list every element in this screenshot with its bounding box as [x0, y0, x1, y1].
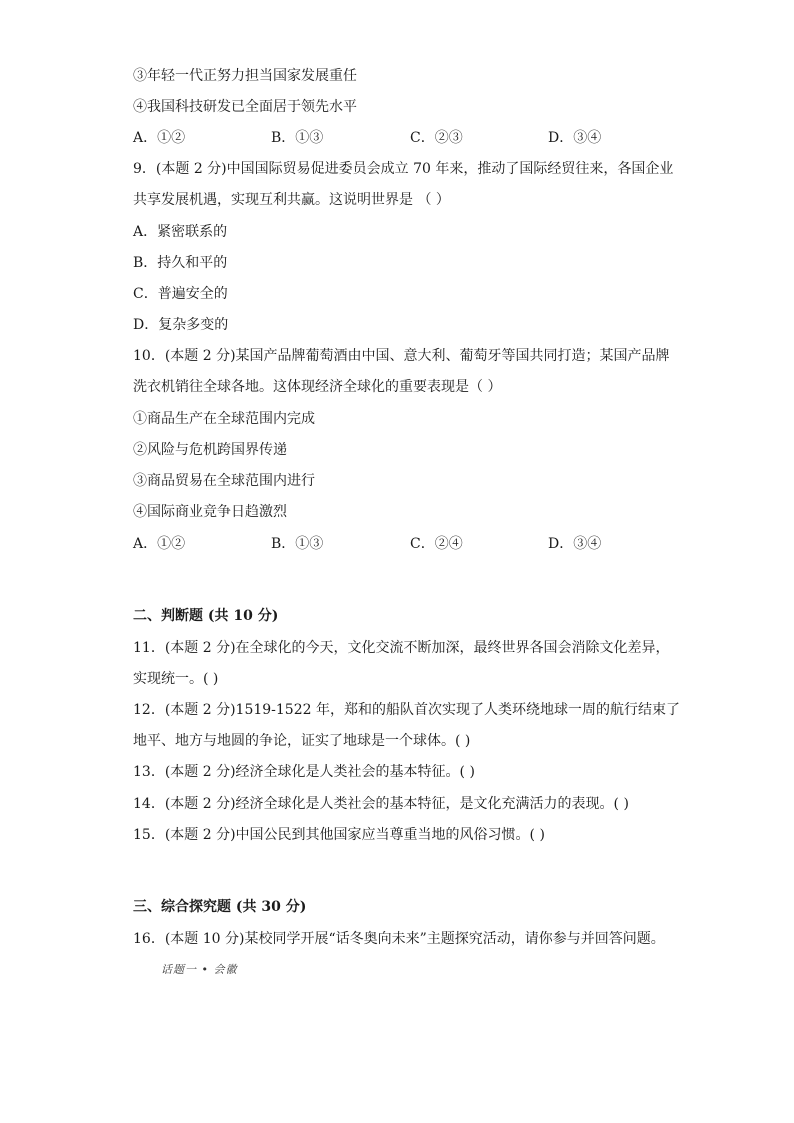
- q8-option-3: ③年轻一代正努力担当国家发展重任: [133, 68, 357, 84]
- q9-option-c: C．普遍安全的: [133, 286, 228, 302]
- q10-item-2: ②风险与危机跨国界传递: [133, 442, 287, 458]
- q9-option-b: B．持久和平的: [133, 255, 228, 271]
- q11-line-1: 11．(本题 2 分)在全球化的今天，文化交流不断加深，最终世界各国会消除文化差异，: [133, 640, 670, 656]
- topic-1-label: 话题一 • 会徽: [161, 963, 238, 976]
- q8-choice-d: D．③④: [548, 130, 602, 146]
- q9-option-d: D．复杂多变的: [133, 317, 229, 333]
- q9-option-a: A．紧密联系的: [133, 224, 228, 240]
- q10-choice-d: D．③④: [548, 536, 602, 552]
- q14: 14．(本题 2 分)经济全球化是人类社会的基本特征，是文化充满活力的表现。( ): [133, 796, 629, 812]
- q9-line-1: 9．(本题 2 分)中国国际贸易促进委员会成立 70 年来，推动了国际经贸往来，各国企业: [133, 161, 674, 177]
- q10-item-4: ④国际商业竞争日趋激烈: [133, 504, 287, 520]
- q10-item-1: ①商品生产在全球范围内完成: [133, 411, 315, 427]
- section-3-title: 三、综合探究题 (共 30 分): [133, 899, 307, 915]
- section-2-title: 二、判断题 (共 10 分): [133, 608, 279, 624]
- q10-item-3: ③商品贸易在全球范围内进行: [133, 473, 315, 489]
- q10-line-1: 10．(本题 2 分)某国产品牌葡萄酒由中国、意大利、葡萄牙等国共同打造；某国产品牌: [133, 348, 670, 364]
- q10-line-2: 洗衣机销往全球各地。这体现经济全球化的重要表现是（ ）: [133, 379, 502, 395]
- q15: 15．(本题 2 分)中国公民到其他国家应当尊重当地的风俗习惯。( ): [133, 827, 545, 843]
- q8-choices: [133, 129, 653, 147]
- q8-choice-b: B．①③: [271, 130, 324, 146]
- q10-choices: [133, 535, 653, 553]
- q12-line-1: 12．(本题 2 分)1519-1522 年，郑和的船队首次实现了人类环绕地球一周的航行结束了: [133, 702, 680, 718]
- q12-line-2: 地平、地方与地圆的争论，证实了地球是一个球体。( ): [133, 733, 471, 749]
- q16: 16．(本题 10 分)某校同学开展“话冬奥向未来”主题探究活动，请你参与并回答问题。: [133, 931, 665, 947]
- q9-line-2: 共享发展机遇，实现互利共赢。这说明世界是 （ ）: [133, 192, 450, 208]
- q8-option-4: ④我国科技研发已全面居于领先水平: [133, 99, 357, 115]
- q10-choice-a: A．①②: [133, 536, 186, 552]
- q10-choice-c: C．②④: [410, 536, 463, 552]
- q8-choice-c: C．②③: [410, 130, 463, 146]
- q13: 13．(本题 2 分)经济全球化是人类社会的基本特征。( ): [133, 764, 475, 780]
- q8-choice-a: A．①②: [133, 130, 186, 146]
- q10-choice-b: B．①③: [271, 536, 324, 552]
- q11-line-2: 实现统一。( ): [133, 671, 219, 687]
